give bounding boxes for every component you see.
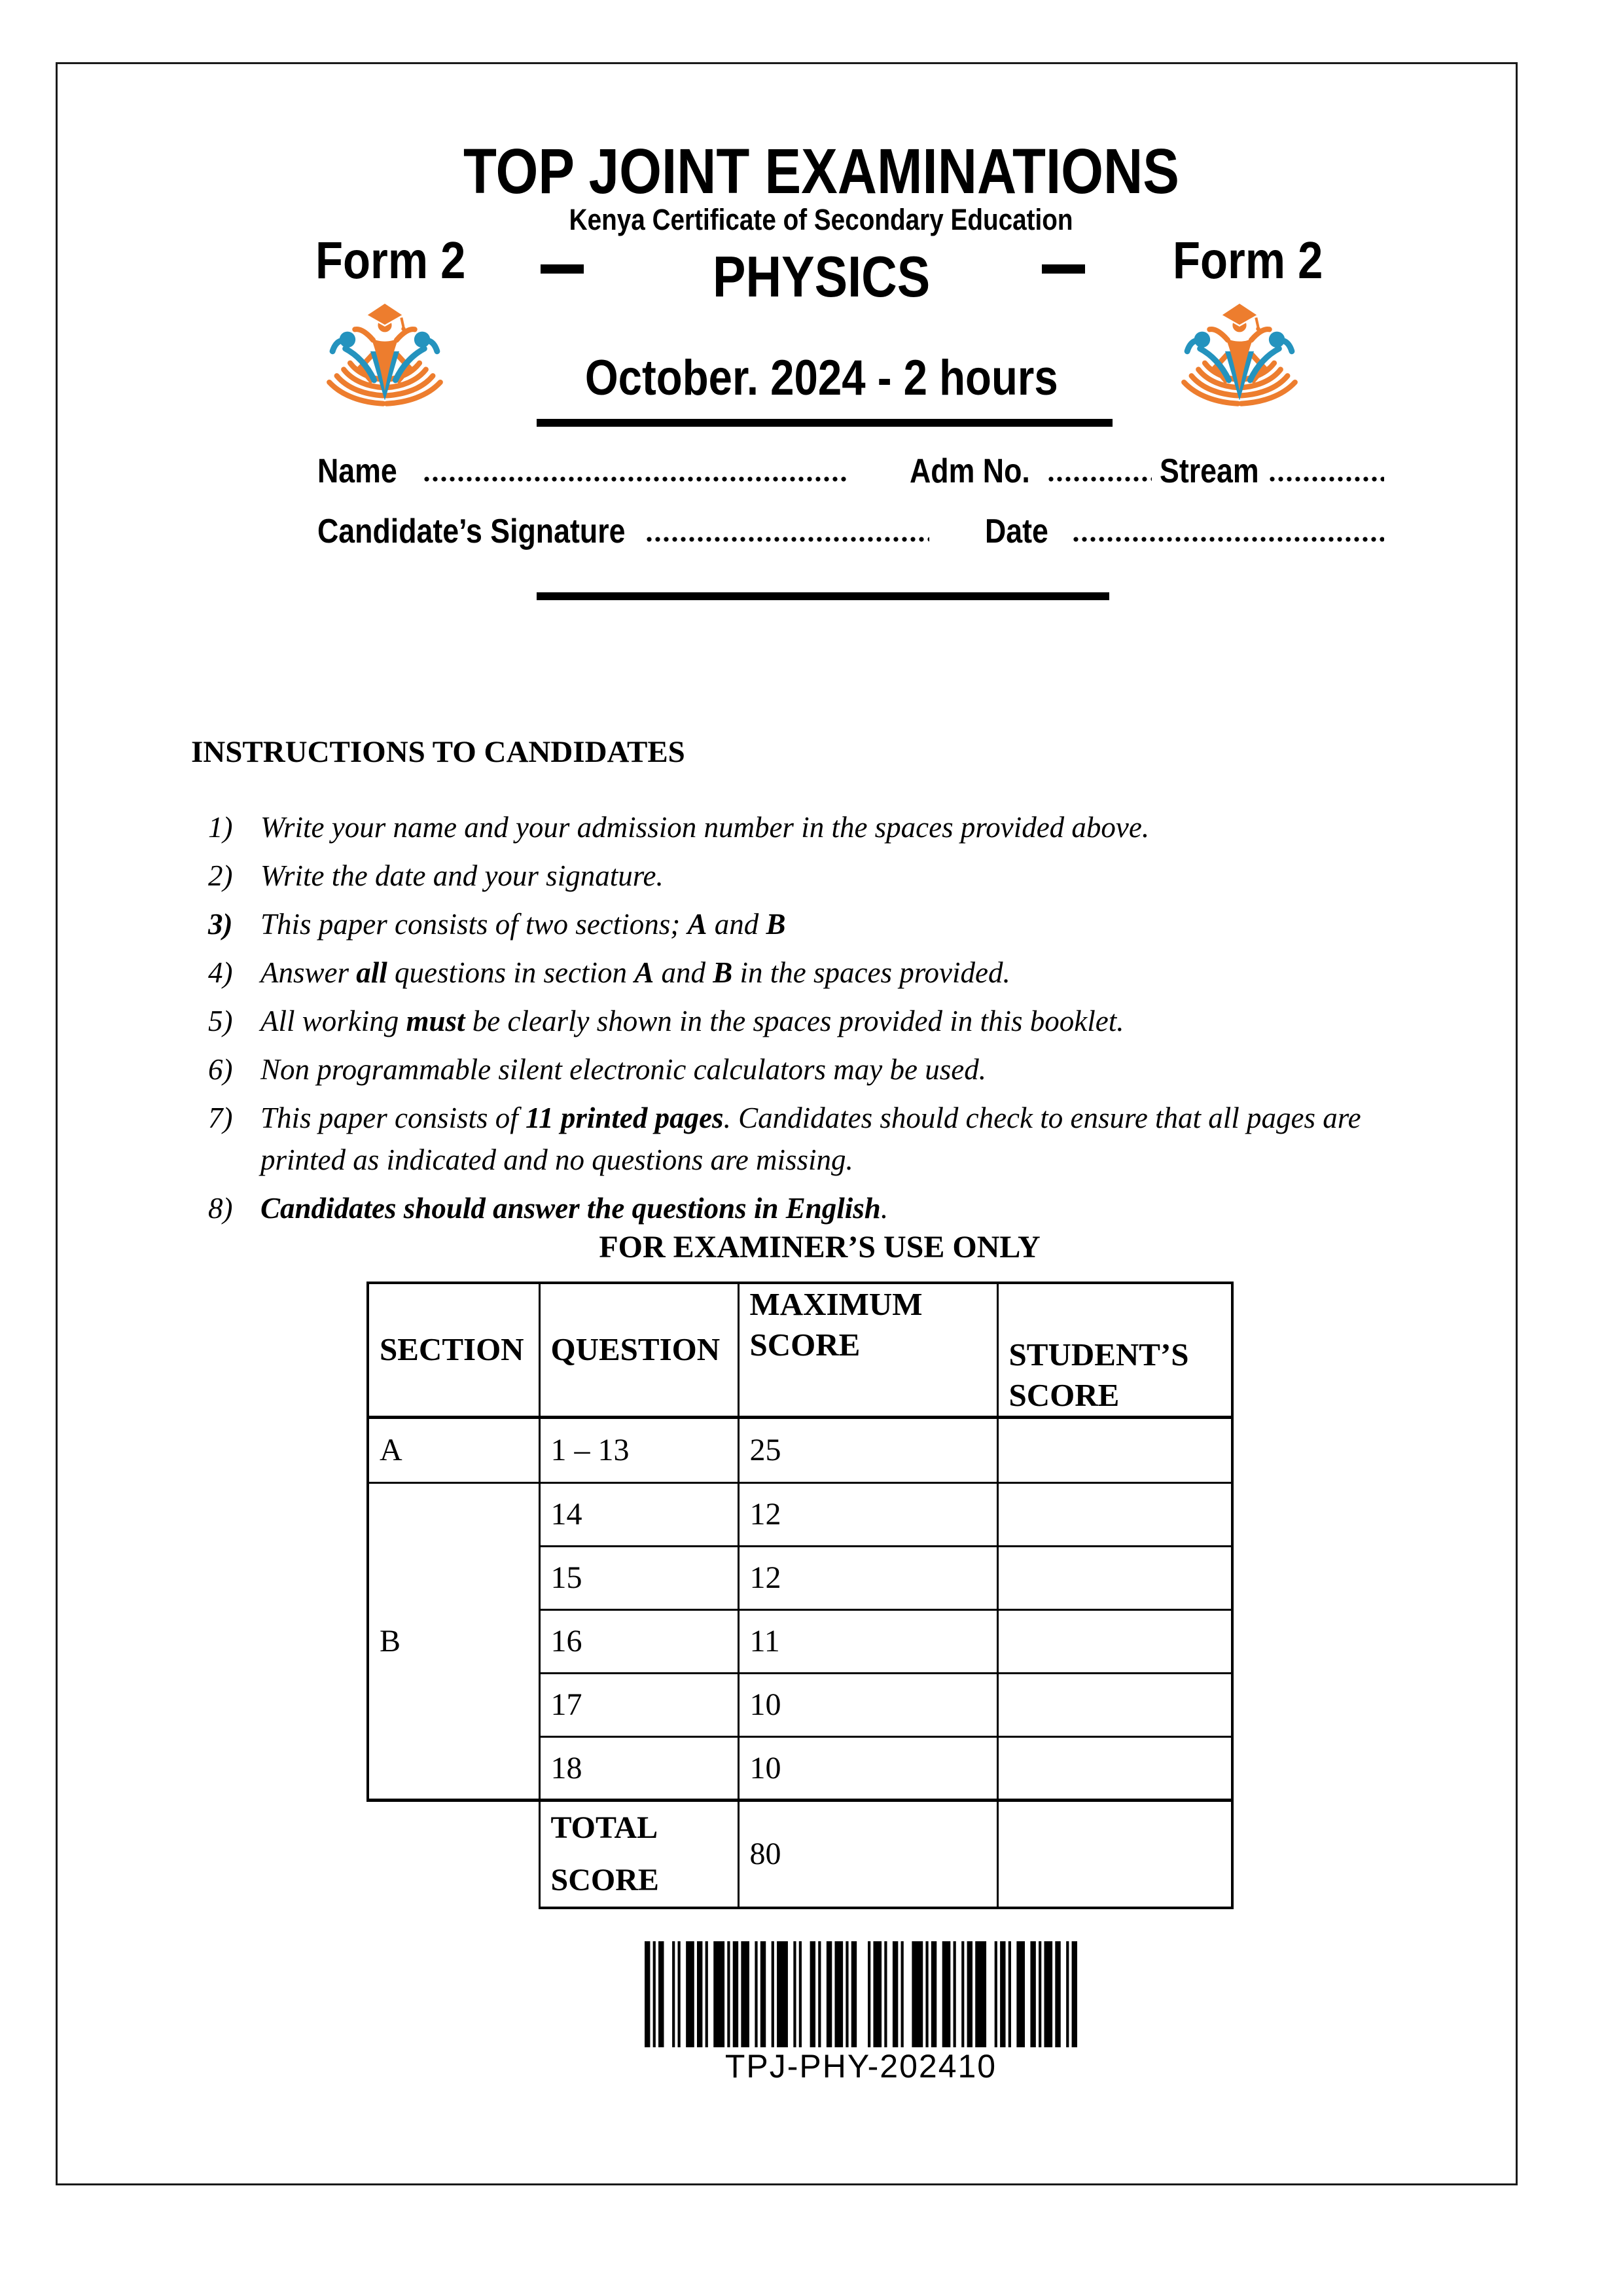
total-max-score-cell: 80 — [738, 1800, 997, 1908]
name-field-label: Name — [317, 452, 397, 490]
instruction-number: 1) — [208, 811, 233, 844]
instruction-number: 3) — [208, 908, 233, 941]
instruction-text: This paper consists of two sections; A and B — [260, 908, 786, 941]
name-dotted-line — [424, 476, 846, 482]
instruction-item — [208, 1097, 1416, 1181]
stream-dotted-line — [1270, 476, 1384, 482]
col-header-students-score: STUDENT’S SCORE — [997, 1283, 1232, 1417]
signature-field-label: Candidate’s Signature — [317, 512, 626, 550]
exam-board-title: TOP JOINT EXAMINATIONS — [463, 135, 1179, 207]
empty-section-cell — [368, 1800, 539, 1908]
student-score-cell — [997, 1546, 1232, 1609]
examiner-table-heading: FOR EXAMINER’S USE ONLY — [599, 1230, 1041, 1265]
max-score-cell: 10 — [738, 1736, 997, 1800]
instruction-item — [208, 952, 1416, 994]
student-score-cell — [997, 1736, 1232, 1800]
question-cell: 14 — [539, 1482, 738, 1546]
question-cell: 15 — [539, 1546, 738, 1609]
instruction-item — [208, 1049, 1416, 1090]
student-score-cell — [997, 1673, 1232, 1736]
header-rule-bottom — [537, 592, 1109, 600]
col-header-maximum-score: MAXIMUM SCORE — [738, 1283, 997, 1417]
question-cell: 18 — [539, 1736, 738, 1800]
max-score-cell: 10 — [738, 1673, 997, 1736]
signature-dotted-line — [647, 537, 929, 543]
instruction-text: Answer all questions in section A and B in the spaces provided. — [260, 956, 1010, 989]
question-cell: 17 — [539, 1673, 738, 1736]
instruction-text: All working must be clearly shown in the spaces provided in this booklet. — [260, 1005, 1124, 1037]
section-b-cell: B — [368, 1482, 539, 1800]
student-score-cell — [997, 1417, 1232, 1482]
instructions-heading: INSTRUCTIONS TO CANDIDATES — [191, 735, 685, 769]
instruction-text: Non programmable silent electronic calculators may be used. — [260, 1053, 986, 1086]
total-student-score-cell — [997, 1800, 1232, 1908]
instructions-list — [208, 806, 1416, 1236]
exam-barcode — [645, 1941, 1077, 2047]
instruction-number: 6) — [208, 1053, 233, 1086]
instruction-item — [208, 903, 1416, 945]
adm-no-dotted-line — [1048, 476, 1152, 482]
adm-no-field-label: Adm No. — [910, 452, 1030, 490]
examiner-table — [366, 1282, 1234, 1909]
exam-session-duration: October. 2024 - 2 hours — [584, 350, 1058, 406]
instruction-text: Write the date and your signature. — [260, 859, 664, 892]
instruction-number: 4) — [208, 956, 233, 989]
stream-field-label: Stream — [1160, 452, 1259, 490]
student-score-cell — [997, 1609, 1232, 1673]
student-score-cell — [997, 1482, 1232, 1546]
instruction-item — [208, 855, 1416, 897]
instruction-text: Write your name and your admission number in the spaces provided above. — [260, 811, 1150, 844]
instruction-item — [208, 806, 1416, 848]
exam-certificate-subtitle: Kenya Certificate of Secondary Education — [569, 203, 1073, 236]
date-field-label: Date — [985, 512, 1048, 550]
separator-dash-right — [1042, 264, 1085, 274]
question-range-cell: 1 – 13 — [539, 1417, 738, 1482]
max-score-cell: 12 — [738, 1482, 997, 1546]
section-a-cell: A — [368, 1417, 539, 1482]
instruction-item — [208, 1187, 1416, 1229]
max-score-cell: 25 — [738, 1417, 997, 1482]
subject-title: PHYSICS — [712, 244, 931, 309]
form-level-left: Form 2 — [315, 231, 466, 289]
instruction-text: This paper consists of 11 printed pages. Candidates should check to ensure that all pages are printed as indicated and no questions are missing. — [260, 1102, 1361, 1176]
header-rule-top — [537, 419, 1113, 427]
max-score-cell: 11 — [738, 1609, 997, 1673]
col-header-section: SECTION — [368, 1283, 539, 1417]
col-header-question: QUESTION — [539, 1283, 738, 1417]
instruction-text: Candidates should answer the questions in English. — [260, 1192, 889, 1225]
instruction-number: 2) — [208, 859, 233, 892]
instruction-item — [208, 1000, 1416, 1042]
max-score-cell: 12 — [738, 1546, 997, 1609]
total-score-label-cell: TOTAL SCORE — [539, 1800, 738, 1908]
question-cell: 16 — [539, 1609, 738, 1673]
form-level-right: Form 2 — [1173, 231, 1323, 289]
instruction-number: 7) — [208, 1102, 233, 1134]
barcode-label: TPJ-PHY-202410 — [724, 2048, 997, 2085]
instruction-number: 5) — [208, 1005, 233, 1037]
date-dotted-line — [1073, 537, 1384, 543]
instruction-number: 8) — [208, 1192, 233, 1225]
